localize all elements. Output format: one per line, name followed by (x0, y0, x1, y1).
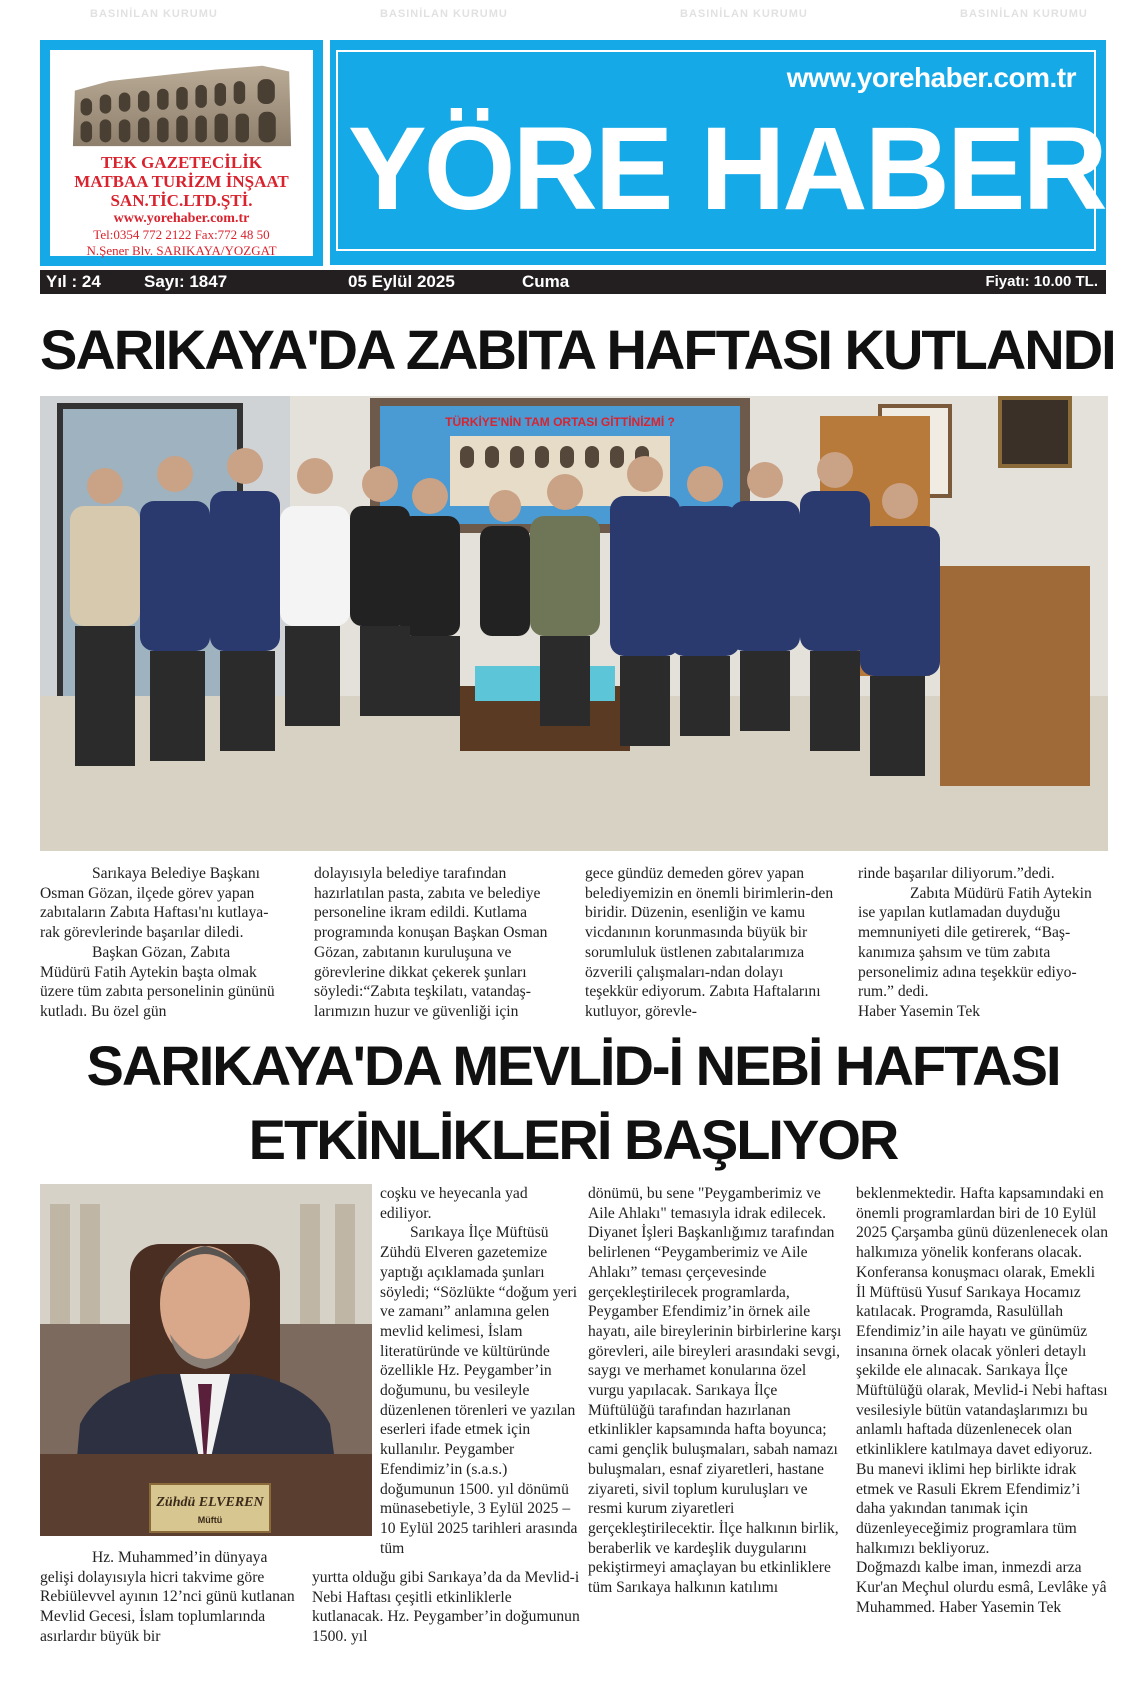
paragraph: Sarıkaya İlçe Müftüsü Zühdü Elveren gazetemize yaptığı açıklamada şunları söyledi; “Sözlükte “doğum yeri ve zamanı” anlamına gelen mevlid kelimesi, İslam literatüründe ve kültüründe özellikle Hz. Peygamber’in doğumunu, bu vesileyle düzenlenen törenleri ve yazılan eserleri ifade etmek için kullanılır. Peygamber Efendimiz’in (s.a.s.) doğumunun 1500. yıl dönümü münasebetiyle, 3 Eylül 2025 – 10 Eylül 2025 tarihleri arasında tüm (380, 1224, 578, 1557)
publisher-phone: Tel:0354 772 2122 Fax:772 48 50 (93, 227, 270, 242)
publisher-name-line: MATBAA TURİZM İNŞAAT (74, 172, 289, 191)
issue-number: Sayı: 1847 (144, 272, 228, 291)
article1-column-4 (858, 864, 1108, 1022)
issue-year: Yıl : 24 (46, 272, 101, 291)
watermark: BASINİLAN KURUMU (90, 8, 218, 20)
newspaper-title: YÖRE HABER (348, 103, 1105, 235)
article2-column-2-bottom (312, 1568, 580, 1647)
article2-headline-line1[interactable]: SARIKAYA'DA MEVLİD-İ NEBİ HAFTASI (86, 1034, 1060, 1097)
ruins-logo-image (71, 60, 293, 150)
paragraph: Başkan Gözan, Zabıta Müdürü Fatih Aytekin başta olmak üzere tüm zabıta personelinin gününü kutladı. Bu özel gün (40, 943, 275, 1020)
zabita-group-photo (40, 396, 1108, 851)
paragraph: beklenmektedir. Hafta kapsamındaki en önemli programlardan biri de 10 Eylül 2025 Çarşamba günü düzenlenecek olan halkımıza yönelik konferans olacak. Konferansa konuşmacı olarak, Emekli İl Müftüsü Yusuf Sarıkaya Hocamız katılacak. Programda, Rasulüllah Efendimiz’in aile hayatı ve günümüz insanına örnek olacak yönleri detaylı şekilde ele alınacak. Sarıkaya İlçe Müftülüğü olarak, Mevlid-i Nebi haftası vesilesiyle bütün vatandaşlarımızı bu anlamlı haftada düzenlenecek olan etkinliklere katılmaya davet ediyoruz. Bu manevi iklimi hep birlikte idrak etmek ve Rasuli Ekrem Efendimiz’i daha yakından tanımak için düzenleyeceğimiz programlara tüm halkımızı bekliyoruz. (856, 1185, 1109, 1557)
article2-headline-line2[interactable]: ETKİNLİKLERİ BAŞLIYOR (248, 1108, 898, 1171)
paragraph: Hz. Muhammed’in dünyaya gelişi dolayısıyla hicri takvime göre Rebiülevvel ayının 12’nci günü kutlanan Mevlid Gecesi, İslam toplumlarında asırlardır büyük bir (40, 1549, 295, 1645)
paragraph: dolayısıyla belediye tarafından hazırlatılan pasta, zabıta ve belediye personeline ikram edildi. Kutlama programında konuşan Başkan Osman Gözan, zabıtanın kuruluşuna ve görevlerine dikkat çekerek şunları söyledi:“Zabıta teşkilatı, vatandaş-larımızın huzur ve güvenliği için (314, 865, 548, 1020)
publisher-info (50, 50, 313, 256)
publisher-url: www.yorehaber.com.tr (113, 211, 250, 226)
closing-verse-byline: Doğmazdı kalbe iman, inmezdi arza Kur'an Meçhul olurdu esmâ, Levlâke yâ Muhammed. Haber Yasemin Tek (856, 1559, 1107, 1616)
article1-column-1 (40, 864, 280, 1022)
issue-price: Fiyatı: 10.00 TL. (985, 273, 1098, 290)
article2-photo (40, 1184, 372, 1536)
publisher-name-line: TEK GAZETECİLİK (100, 153, 263, 172)
watermark: BASINİLAN KURUMU (960, 8, 1088, 20)
publisher-address: N.Şener Blv. SARIKAYA/YOZGAT (86, 243, 277, 258)
article2-column-1 (40, 1548, 302, 1647)
issue-info-bar (40, 270, 1106, 294)
paragraph: rinde başarılar diliyorum.”dedi. (858, 865, 1055, 882)
paragraph: yurtta olduğu gibi Sarıkaya’da da Mevlid-i Nebi Haftası çeşitli etkinliklerle kutlanacak. Hz. Peygamber’in doğumunun 1500. yıl (312, 1569, 580, 1646)
paragraph: gece gündüz demeden görev yapan belediyemizin en önemli birimlerin-den biridir. Düzenin, esenliğin ve kamu vicdanının korunmasında büyük bir sorumluluk üstlenen zabıtalarımıza özverili çalışmaları-ndan dolayı teşekkür ediyorum. Zabıta Haftalarını kutluyor, görevle- (585, 865, 834, 1020)
photo-banner-text: TÜRKİYE'NİN TAM ORTASI GİTTİNİZMİ ? (445, 415, 675, 429)
watermark: BASINİLAN KURUMU (680, 8, 808, 20)
paragraph: coşku ve heyecanla yad ediliyor. (380, 1185, 528, 1222)
article1-headline[interactable]: SARIKAYA'DA ZABITA HAFTASI KUTLANDI (40, 318, 1115, 381)
issue-weekday: Cuma (522, 272, 570, 291)
article2-column-4 (856, 1184, 1108, 1617)
publisher-logo-box (40, 40, 323, 266)
article2-column-3 (588, 1184, 844, 1598)
site-url[interactable]: www.yorehaber.com.tr (786, 62, 1076, 93)
nameplate-title: Müftü (197, 1515, 223, 1525)
byline: Haber Yasemin Tek (858, 1002, 981, 1020)
masthead-banner (330, 40, 1106, 265)
paragraph: dönümü, bu sene "Peygamberimiz ve Aile Ahlakı" temasıyla idrak edilecek. Diyanet İşleri Başkanlığımız tarafından belirlenen “Peygamberimiz ve Aile Ahlakı” teması çerçevesinde gerçekleştirilecek programlarda, Peygamber Efendimiz’in örnek aile hayatı, aile bireylerinin birbirlerine karşı görevleri, aile bireyleri arasındaki sevgi, saygı ve merhamet konularına özel vurgu yapılacak. Sarıkaya İlçe Müftülüğü tarafından hazırlanan etkinlikler kapsamında hafta boyunca; cami gençlik buluşmaları, sabah namazı buluşmaları, esnaf ziyaretleri, hastane ziyareti, sivil toplum kuruluşları ve resmi kurum ziyaretleri gerçekleştirilecektir. İlçe halkının birlik, beraberlik ve kardeşlik duygularını pekiştirmeyi amaçlayan bu etkinliklere tüm Sarıkaya halkının katılımı (588, 1185, 842, 1597)
issue-date: 05 Eylül 2025 (348, 272, 455, 291)
article1-column-3 (585, 864, 835, 1022)
article1-photo (40, 396, 1108, 851)
publisher-name-line: SAN.TİC.LTD.ŞTİ. (110, 191, 253, 210)
article2-column-2-top (380, 1184, 580, 1558)
mufti-portrait-photo (40, 1184, 372, 1536)
article1-column-2 (314, 864, 564, 1022)
watermark: BASINİLAN KURUMU (380, 8, 508, 20)
nameplate-name: Zühdü ELVEREN (156, 1495, 264, 1510)
paragraph: Zabıta Müdürü Fatih Aytekin ise yapılan kutlamadan duyduğu memnuniyeti dile getirerek, “Baş-kanımıza şahsım ve tüm zabıta personelimiz adına teşekkür ediyo-rum.” dedi. (858, 884, 1092, 1001)
paragraph: Sarıkaya Belediye Başkanı Osman Gözan, ilçede görev yapan zabıtaların Zabıta Haftası'nı kutlaya-rak görevlerinde başarılar diledi. (40, 865, 269, 942)
